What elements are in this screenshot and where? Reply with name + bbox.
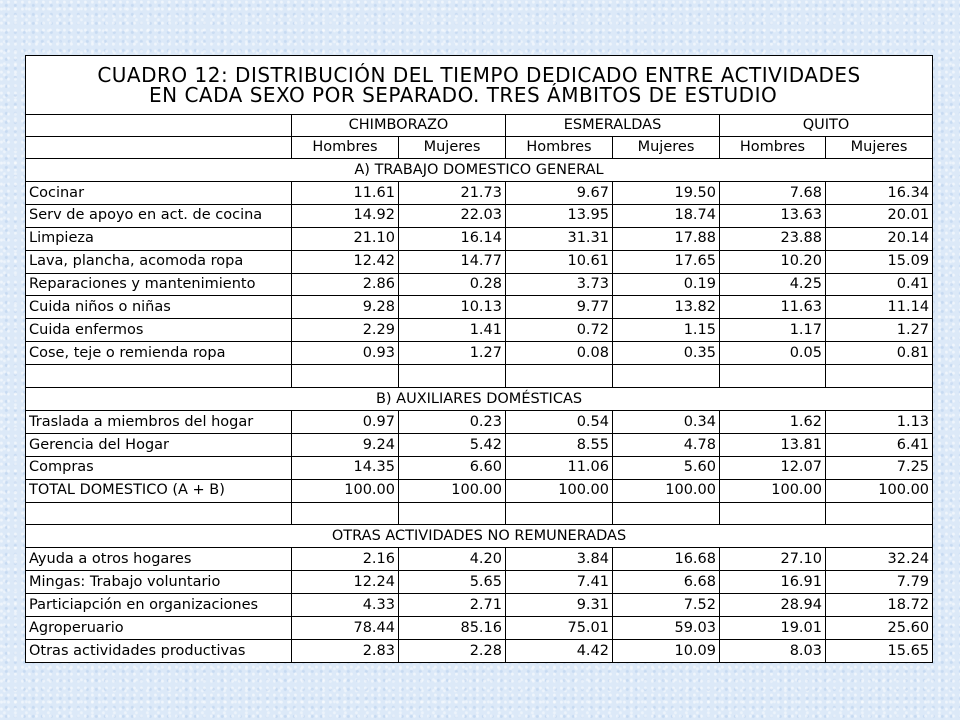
- sex-header-blank: [26, 136, 292, 158]
- value-cell: 13.95: [506, 204, 613, 227]
- value-cell: 4.78: [613, 433, 720, 456]
- value-cell: 1.62: [720, 410, 826, 433]
- table-row: [26, 617, 933, 640]
- value-cell: 5.65: [399, 571, 506, 594]
- value-cell: 21.10: [292, 227, 399, 250]
- value-cell: 0.41: [826, 273, 933, 296]
- value-cell: 2.16: [292, 548, 399, 571]
- value-cell: 12.42: [292, 250, 399, 273]
- value-cell: 9.67: [506, 181, 613, 204]
- sex-header-cell: Hombres: [506, 136, 613, 158]
- value-cell: 0.28: [399, 273, 506, 296]
- value-cell: 11.63: [720, 296, 826, 319]
- table-row: [26, 410, 933, 433]
- statistics-table-sheet: [25, 55, 932, 663]
- sex-header-row: [26, 136, 933, 158]
- table-row: [26, 296, 933, 319]
- value-cell: 1.15: [613, 319, 720, 342]
- value-cell: 3.73: [506, 273, 613, 296]
- blank-cell: [506, 365, 613, 388]
- value-cell: 100.00: [506, 479, 613, 502]
- sex-header-cell: Mujeres: [399, 136, 506, 158]
- sex-header-cell: Mujeres: [613, 136, 720, 158]
- value-cell: 3.84: [506, 548, 613, 571]
- value-cell: 0.08: [506, 342, 613, 365]
- table-title-line-2: EN CADA SEXO POR SEPARADO. TRES ÁMBITOS DE ESTUDIO: [149, 82, 778, 107]
- value-cell: 8.03: [720, 640, 826, 663]
- value-cell: 0.35: [613, 342, 720, 365]
- row-label: Particiapción en organizaciones: [26, 594, 292, 617]
- row-label: Gerencia del Hogar: [26, 433, 292, 456]
- table-row: [26, 227, 933, 250]
- value-cell: 9.28: [292, 296, 399, 319]
- value-cell: 15.09: [826, 250, 933, 273]
- section-header: OTRAS ACTIVIDADES NO REMUNERADAS: [26, 525, 933, 548]
- table-row: [26, 319, 933, 342]
- value-cell: 4.33: [292, 594, 399, 617]
- value-cell: 20.14: [826, 227, 933, 250]
- title-row: [26, 56, 933, 115]
- blank-cell: [720, 502, 826, 525]
- value-cell: 75.01: [506, 617, 613, 640]
- value-cell: 7.79: [826, 571, 933, 594]
- value-cell: 1.17: [720, 319, 826, 342]
- table-row: [26, 204, 933, 227]
- region-header-chimborazo: CHIMBORAZO: [292, 114, 506, 136]
- sex-header-cell: Hombres: [292, 136, 399, 158]
- value-cell: 0.81: [826, 342, 933, 365]
- row-label: Cuida enfermos: [26, 319, 292, 342]
- table-row: [26, 273, 933, 296]
- value-cell: 11.14: [826, 296, 933, 319]
- value-cell: 28.94: [720, 594, 826, 617]
- value-cell: 14.35: [292, 456, 399, 479]
- value-cell: 22.03: [399, 204, 506, 227]
- blank-row: [26, 365, 933, 388]
- value-cell: 100.00: [292, 479, 399, 502]
- table-row: [26, 456, 933, 479]
- value-cell: 5.42: [399, 433, 506, 456]
- region-header-esmeraldas: ESMERALDAS: [506, 114, 720, 136]
- value-cell: 2.83: [292, 640, 399, 663]
- value-cell: 0.34: [613, 410, 720, 433]
- value-cell: 32.24: [826, 548, 933, 571]
- value-cell: 0.19: [613, 273, 720, 296]
- section-header-row: [26, 525, 933, 548]
- value-cell: 9.24: [292, 433, 399, 456]
- value-cell: 13.82: [613, 296, 720, 319]
- value-cell: 25.60: [826, 617, 933, 640]
- section-header-row: [26, 388, 933, 411]
- row-label: Cose, teje o remienda ropa: [26, 342, 292, 365]
- value-cell: 17.88: [613, 227, 720, 250]
- section-header: A) TRABAJO DOMESTICO GENERAL: [26, 158, 933, 181]
- section-header-row: [26, 158, 933, 181]
- row-label: Lava, plancha, acomoda ropa: [26, 250, 292, 273]
- value-cell: 14.92: [292, 204, 399, 227]
- value-cell: 4.25: [720, 273, 826, 296]
- value-cell: 2.86: [292, 273, 399, 296]
- value-cell: 5.60: [613, 456, 720, 479]
- blank-cell: [826, 365, 933, 388]
- value-cell: 0.72: [506, 319, 613, 342]
- value-cell: 18.74: [613, 204, 720, 227]
- value-cell: 100.00: [826, 479, 933, 502]
- blank-cell: [399, 365, 506, 388]
- value-cell: 20.01: [826, 204, 933, 227]
- row-label: Traslada a miembros del hogar: [26, 410, 292, 433]
- value-cell: 11.06: [506, 456, 613, 479]
- time-distribution-table: [25, 55, 933, 663]
- region-header-row: [26, 114, 933, 136]
- blank-cell: [292, 502, 399, 525]
- value-cell: 21.73: [399, 181, 506, 204]
- value-cell: 7.25: [826, 456, 933, 479]
- value-cell: 13.63: [720, 204, 826, 227]
- table-row: [26, 548, 933, 571]
- value-cell: 2.28: [399, 640, 506, 663]
- value-cell: 2.71: [399, 594, 506, 617]
- row-label: Compras: [26, 456, 292, 479]
- value-cell: 100.00: [399, 479, 506, 502]
- value-cell: 16.34: [826, 181, 933, 204]
- region-header-blank: [26, 114, 292, 136]
- value-cell: 6.60: [399, 456, 506, 479]
- value-cell: 16.68: [613, 548, 720, 571]
- table-row: [26, 571, 933, 594]
- blank-cell: [613, 502, 720, 525]
- value-cell: 6.41: [826, 433, 933, 456]
- value-cell: 16.91: [720, 571, 826, 594]
- value-cell: 8.55: [506, 433, 613, 456]
- value-cell: 78.44: [292, 617, 399, 640]
- value-cell: 10.13: [399, 296, 506, 319]
- value-cell: 16.14: [399, 227, 506, 250]
- value-cell: 85.16: [399, 617, 506, 640]
- value-cell: 14.77: [399, 250, 506, 273]
- value-cell: 7.52: [613, 594, 720, 617]
- row-label: TOTAL DOMESTICO (A + B): [26, 479, 292, 502]
- row-label: Cuida niños o niñas: [26, 296, 292, 319]
- value-cell: 18.72: [826, 594, 933, 617]
- value-cell: 1.27: [399, 342, 506, 365]
- value-cell: 7.68: [720, 181, 826, 204]
- value-cell: 6.68: [613, 571, 720, 594]
- table-row: [26, 250, 933, 273]
- blank-cell: [26, 502, 292, 525]
- value-cell: 1.27: [826, 319, 933, 342]
- value-cell: 7.41: [506, 571, 613, 594]
- value-cell: 9.77: [506, 296, 613, 319]
- table-row: [26, 640, 933, 663]
- value-cell: 0.54: [506, 410, 613, 433]
- sex-header-cell: Hombres: [720, 136, 826, 158]
- value-cell: 13.81: [720, 433, 826, 456]
- value-cell: 4.20: [399, 548, 506, 571]
- table-row: [26, 342, 933, 365]
- table-row: [26, 479, 933, 502]
- value-cell: 100.00: [720, 479, 826, 502]
- value-cell: 12.24: [292, 571, 399, 594]
- value-cell: 19.50: [613, 181, 720, 204]
- value-cell: 12.07: [720, 456, 826, 479]
- blank-cell: [826, 502, 933, 525]
- table-title: [26, 56, 933, 115]
- row-label: Serv de apoyo en act. de cocina: [26, 204, 292, 227]
- value-cell: 59.03: [613, 617, 720, 640]
- value-cell: 1.13: [826, 410, 933, 433]
- value-cell: 1.41: [399, 319, 506, 342]
- value-cell: 0.23: [399, 410, 506, 433]
- table-row: [26, 433, 933, 456]
- value-cell: 27.10: [720, 548, 826, 571]
- row-label: Agroperuario: [26, 617, 292, 640]
- blank-cell: [399, 502, 506, 525]
- blank-cell: [613, 365, 720, 388]
- blank-row: [26, 502, 933, 525]
- row-label: Ayuda a otros hogares: [26, 548, 292, 571]
- value-cell: 10.09: [613, 640, 720, 663]
- value-cell: 0.05: [720, 342, 826, 365]
- row-label: Limpieza: [26, 227, 292, 250]
- blank-cell: [26, 365, 292, 388]
- value-cell: 10.20: [720, 250, 826, 273]
- value-cell: 9.31: [506, 594, 613, 617]
- value-cell: 15.65: [826, 640, 933, 663]
- blank-cell: [292, 365, 399, 388]
- value-cell: 11.61: [292, 181, 399, 204]
- row-label: Cocinar: [26, 181, 292, 204]
- blank-cell: [506, 502, 613, 525]
- value-cell: 100.00: [613, 479, 720, 502]
- value-cell: 0.93: [292, 342, 399, 365]
- value-cell: 4.42: [506, 640, 613, 663]
- table-row: [26, 594, 933, 617]
- value-cell: 2.29: [292, 319, 399, 342]
- sex-header-cell: Mujeres: [826, 136, 933, 158]
- value-cell: 31.31: [506, 227, 613, 250]
- blank-cell: [720, 365, 826, 388]
- row-label: Mingas: Trabajo voluntario: [26, 571, 292, 594]
- value-cell: 23.88: [720, 227, 826, 250]
- region-header-quito: QUITO: [720, 114, 933, 136]
- row-label: Otras actividades productivas: [26, 640, 292, 663]
- value-cell: 10.61: [506, 250, 613, 273]
- value-cell: 19.01: [720, 617, 826, 640]
- value-cell: 0.97: [292, 410, 399, 433]
- section-header: B) AUXILIARES DOMÉSTICAS: [26, 388, 933, 411]
- table-title-line-1: CUADRO 12: DISTRIBUCIÓN DEL TIEMPO DEDICADO ENTRE ACTIVIDADES: [97, 62, 861, 87]
- value-cell: 17.65: [613, 250, 720, 273]
- row-label: Reparaciones y mantenimiento: [26, 273, 292, 296]
- table-row: [26, 181, 933, 204]
